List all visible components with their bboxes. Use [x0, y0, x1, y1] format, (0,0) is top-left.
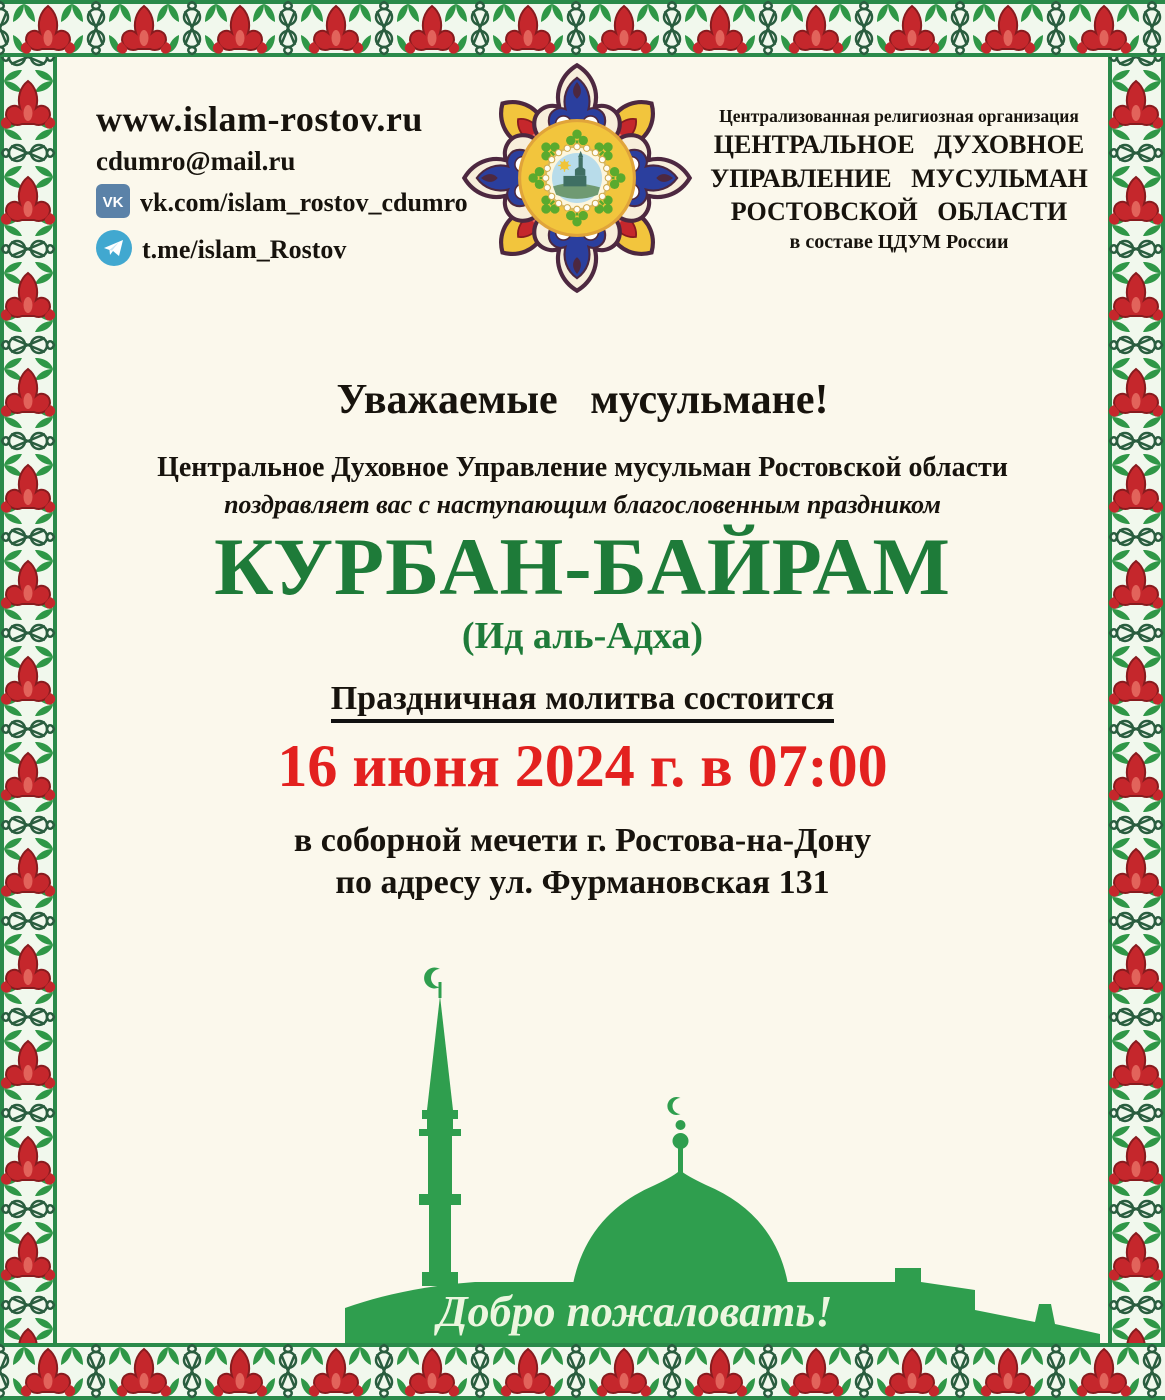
- organization-block: [688, 106, 1110, 255]
- border-ornament-bottom: [0, 1343, 1165, 1400]
- vk-link[interactable]: vk.com/islam_rostov_cdumro: [140, 188, 468, 218]
- vk-row[interactable]: [96, 184, 468, 223]
- telegram-icon[interactable]: [96, 230, 132, 271]
- telegram-row[interactable]: [96, 230, 456, 271]
- contact-block: [96, 99, 468, 271]
- border-ornament-right: [1108, 57, 1165, 1343]
- intro-line1: Центральное Духовное Управление мусульман Ростовской области: [157, 452, 1008, 483]
- mandala-logo: [457, 56, 697, 300]
- intro-line2: поздравляет вас с наступающим благословенным праздником: [224, 490, 941, 519]
- org-type-line: Централизованная религиозная организация: [719, 106, 1079, 126]
- vk-icon[interactable]: [96, 184, 130, 223]
- address-line2: по адресу ул. Фурмановская 131: [335, 864, 830, 901]
- prayer-announcement-text: Праздничная молитва состоится: [331, 680, 835, 723]
- border-ornament-top: [0, 0, 1165, 57]
- org-affiliation-line: в составе ЦДУМ России: [789, 231, 1009, 254]
- website-link[interactable]: www.islam-rostov.ru: [96, 99, 423, 139]
- org-name-line1: ЦЕНТРАЛЬНОЕ ДУХОВНОЕ: [713, 129, 1085, 159]
- telegram-link[interactable]: t.me/islam_Rostov: [142, 235, 347, 265]
- svg-text:VK: VK: [102, 193, 124, 211]
- mosque-silhouette: [335, 952, 1110, 1349]
- holiday-subtitle: (Ид аль-Адха): [461, 615, 704, 657]
- org-name-line3: РОСТОВСКОЙ ОБЛАСТИ: [730, 197, 1068, 227]
- holiday-title: КУРБАН-БАЙРАМ: [214, 521, 951, 612]
- email-link[interactable]: cdumro@mail.ru: [96, 145, 296, 176]
- prayer-datetime: 16 июня 2024 г. в 07:00: [277, 733, 888, 799]
- org-name-line2: УПРАВЛЕНИЕ МУСУЛЬМАН: [710, 163, 1088, 193]
- welcome-text: Добро пожаловать!: [437, 1287, 833, 1336]
- prayer-announcement: [57, 680, 1108, 718]
- greeting-heading: Уважаемые мусульмане!: [336, 377, 829, 423]
- border-ornament-left: [0, 57, 57, 1343]
- address-line1: в соборной мечети г. Ростова-на-Дону: [293, 822, 872, 859]
